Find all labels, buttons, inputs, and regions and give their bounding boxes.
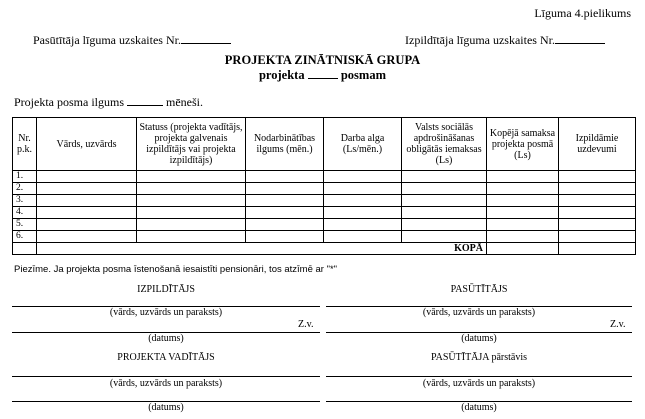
customer-date-caption: (datums) bbox=[461, 333, 497, 344]
table-cell[interactable] bbox=[324, 183, 402, 195]
table-cell bbox=[13, 243, 37, 255]
table-cell[interactable] bbox=[37, 183, 137, 195]
table-row bbox=[13, 183, 636, 195]
stage-blank[interactable] bbox=[308, 68, 338, 79]
subtitle-prefix: projekta bbox=[258, 68, 305, 82]
col-header: Vārds, uzvārds bbox=[37, 118, 137, 171]
group-table bbox=[12, 117, 636, 255]
col-header: Valsts sociālās apdrošināšanas obligātās iemaksas (Ls) bbox=[402, 118, 487, 171]
table-cell[interactable] bbox=[324, 195, 402, 207]
table-cell[interactable] bbox=[487, 207, 559, 219]
table-cell[interactable] bbox=[487, 219, 559, 231]
table-cell[interactable] bbox=[402, 231, 487, 243]
customer-contract-number bbox=[33, 33, 231, 48]
col-header: Nodarbinātības ilgums (mēn.) bbox=[246, 118, 324, 171]
table-row bbox=[13, 195, 636, 207]
table-cell[interactable] bbox=[487, 183, 559, 195]
row-number: 1. bbox=[13, 171, 37, 183]
table-cell[interactable] bbox=[324, 219, 402, 231]
table-cell[interactable] bbox=[324, 207, 402, 219]
table-cell[interactable] bbox=[487, 195, 559, 207]
total-cell[interactable] bbox=[487, 243, 559, 255]
executor-contract-number bbox=[405, 33, 605, 48]
table-cell[interactable] bbox=[37, 207, 137, 219]
table-cell[interactable] bbox=[37, 219, 137, 231]
row-number: 6. bbox=[13, 231, 37, 243]
table-cell[interactable] bbox=[137, 195, 246, 207]
executor-seal-label: Z.v. bbox=[298, 319, 314, 330]
duration-label: Projekta posma ilgums bbox=[14, 95, 124, 109]
table-cell[interactable] bbox=[37, 231, 137, 243]
table-cell[interactable] bbox=[559, 183, 636, 195]
subtitle-suffix: posmam bbox=[340, 68, 386, 82]
customer-name-caption: (vārds, uzvārds un paraksts) bbox=[422, 307, 536, 318]
table-cell[interactable] bbox=[137, 207, 246, 219]
executor-name-caption: (vārds, uzvārds un paraksts) bbox=[109, 307, 223, 318]
table-total-row bbox=[13, 243, 636, 255]
table-row bbox=[13, 231, 636, 243]
customer-rep-label: PASŪTĪTĀJA pārstāvis bbox=[430, 352, 528, 363]
table-cell[interactable] bbox=[487, 171, 559, 183]
table-cell[interactable] bbox=[246, 207, 324, 219]
table-cell[interactable] bbox=[37, 171, 137, 183]
table-cell[interactable] bbox=[324, 171, 402, 183]
table-cell[interactable] bbox=[246, 183, 324, 195]
table-cell[interactable] bbox=[559, 195, 636, 207]
executor-date-caption: (datums) bbox=[148, 333, 184, 344]
col-header: Nr. p.k. bbox=[13, 118, 37, 171]
page-title: PROJEKTA ZINĀTNISKĀ GRUPA bbox=[224, 53, 421, 67]
table-row bbox=[13, 171, 636, 183]
customer-seal-label: Z.v. bbox=[610, 319, 626, 330]
table-cell[interactable] bbox=[246, 231, 324, 243]
table-cell[interactable] bbox=[137, 231, 246, 243]
table-cell[interactable] bbox=[487, 231, 559, 243]
table-cell[interactable] bbox=[559, 171, 636, 183]
customer-rep-name-caption: (vārds, uzvārds un paraksts) bbox=[422, 378, 536, 389]
table-cell[interactable] bbox=[246, 195, 324, 207]
table-cell[interactable] bbox=[402, 219, 487, 231]
customer-contract-blank[interactable] bbox=[181, 33, 231, 44]
row-number: 4. bbox=[13, 207, 37, 219]
table-cell[interactable] bbox=[402, 207, 487, 219]
table-cell[interactable] bbox=[559, 207, 636, 219]
table-cell[interactable] bbox=[559, 219, 636, 231]
table-cell[interactable] bbox=[559, 243, 636, 255]
table-cell[interactable] bbox=[324, 231, 402, 243]
table-header-row bbox=[13, 118, 636, 171]
executor-label: IZPILDĪTĀJS bbox=[137, 284, 195, 295]
executor-contract-blank[interactable] bbox=[555, 33, 605, 44]
duration-blank[interactable] bbox=[127, 95, 163, 106]
project-leader-label: PROJEKTA VADĪTĀJS bbox=[117, 352, 215, 363]
customer-rep-date-caption: (datums) bbox=[461, 402, 497, 413]
table-cell[interactable] bbox=[559, 231, 636, 243]
table-cell[interactable] bbox=[137, 183, 246, 195]
table-cell[interactable] bbox=[402, 171, 487, 183]
total-label: KOPĀ bbox=[37, 243, 487, 255]
table-cell[interactable] bbox=[246, 219, 324, 231]
note-text: Piezīme. Ja projekta posma īstenošanā iesaistīti pensionāri, tos atzīmē ar "*" bbox=[14, 264, 338, 275]
leader-name-caption: (vārds, uzvārds un paraksts) bbox=[109, 378, 223, 389]
table-cell[interactable] bbox=[402, 183, 487, 195]
table-cell[interactable] bbox=[37, 195, 137, 207]
table-row bbox=[13, 219, 636, 231]
row-number: 3. bbox=[13, 195, 37, 207]
table-cell[interactable] bbox=[137, 219, 246, 231]
table-cell[interactable] bbox=[402, 195, 487, 207]
col-header: Kopējā samaksa projekta posmā (Ls) bbox=[487, 118, 559, 171]
leader-sign-line[interactable] bbox=[12, 376, 320, 377]
appendix-label: Līguma 4.pielikums bbox=[534, 6, 631, 20]
col-header: Izpildāmie uzdevumi bbox=[559, 118, 636, 171]
duration-unit: mēneši. bbox=[166, 95, 203, 109]
executor-contract-label: Izpildītāja līguma uzskaites Nr. bbox=[405, 33, 555, 47]
row-number: 2. bbox=[13, 183, 37, 195]
page-subtitle bbox=[0, 68, 645, 83]
table-row bbox=[13, 207, 636, 219]
col-header: Statuss (projekta vadītājs, projekta galvenais izpildītājs vai projekta izpildītājs) bbox=[137, 118, 246, 171]
table-cell[interactable] bbox=[137, 171, 246, 183]
customer-rep-sign-line[interactable] bbox=[326, 376, 632, 377]
customer-contract-label: Pasūtītāja līguma uzskaites Nr. bbox=[33, 33, 181, 47]
duration-line bbox=[14, 95, 203, 110]
leader-date-caption: (datums) bbox=[148, 402, 184, 413]
row-number: 5. bbox=[13, 219, 37, 231]
customer-label: PASŪTĪTĀJS bbox=[450, 284, 508, 295]
col-header: Darba alga (Ls/mēn.) bbox=[324, 118, 402, 171]
table-cell[interactable] bbox=[246, 171, 324, 183]
